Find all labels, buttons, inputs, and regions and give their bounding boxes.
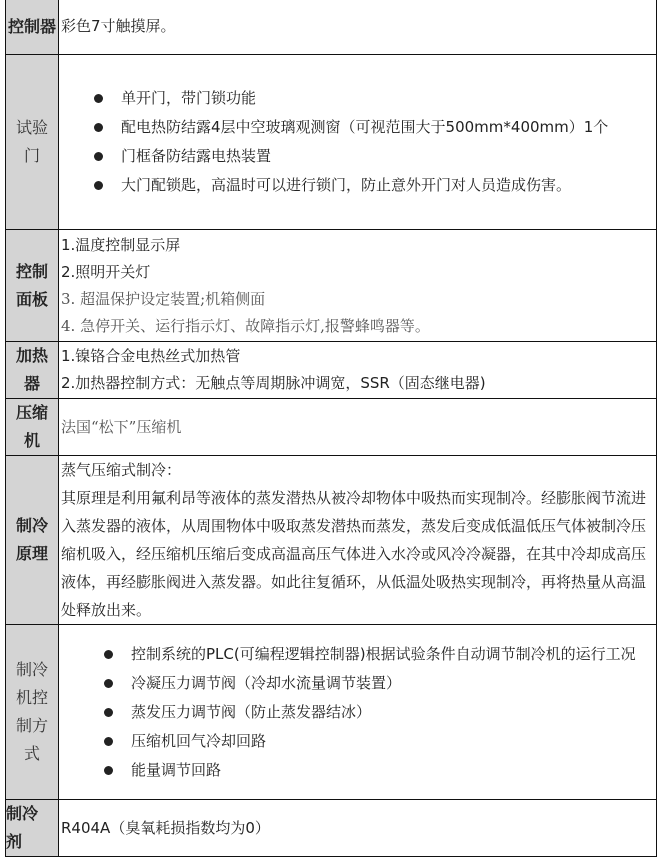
row-label xyxy=(6,55,59,230)
row-label xyxy=(6,399,59,456)
list-item: 蒸发压力调节阀（防止蒸发器结冰） xyxy=(61,698,656,727)
table-row xyxy=(6,230,657,342)
table-row xyxy=(6,399,657,456)
line: 2.照明开关灯 xyxy=(61,262,151,281)
row-value xyxy=(59,342,657,399)
row-label xyxy=(6,456,59,625)
row-label xyxy=(6,342,59,399)
row-label: 控制器 xyxy=(6,0,59,55)
row-value xyxy=(59,230,657,342)
row-value: R404A（臭氧耗损指数均为0） xyxy=(59,800,657,857)
row-value xyxy=(59,625,657,800)
line: 2.加热器控制方式：无触点等周期脉冲调宽，SSR（固态继电器) xyxy=(61,374,486,392)
row-value: 法国“松下”压缩机 xyxy=(59,399,657,456)
line: 1.镍铬合金电热丝式加热管 xyxy=(61,347,241,365)
list-item: 大门配锁匙，高温时可以进行锁门，防止意外开门对人员造成伤害。 xyxy=(61,171,656,200)
list-item: 控制系统的PLC(可编程逻辑控制器)根据试验条件自动调节制冷机的运行工况 xyxy=(61,640,656,669)
table-row xyxy=(6,625,657,800)
list-item: 配电热防结露4层中空玻璃观测窗（可视范围大于500mm*400mm）1个 xyxy=(61,113,656,142)
line: 其原理是利用氟利昂等液体的蒸发潜热从被冷却物体中吸热而实现制冷。经膨胀阀节流进入蒸发器的液体，从周围物体中吸取蒸发潜热而蒸发，蒸发后变成低温低压气体被制冷压缩机吸入，经压缩机压缩后变成高温高压气体进入水冷或风冷冷凝器，在其中冷却成高压液体，再经膨胀阀进入蒸发器。如此往复循环，从低温处吸热实现制冷，再将热量从高温处释放出来。 xyxy=(61,489,647,619)
row-label-text: 试验门 xyxy=(15,118,48,165)
list-item: 压缩机回气冷却回路 xyxy=(61,727,656,756)
row-value xyxy=(59,456,657,625)
spec-table xyxy=(5,0,657,857)
list-item: 门框备防结露电热装置 xyxy=(61,142,656,171)
row-label xyxy=(6,625,59,800)
list-item: 能量调节回路 xyxy=(61,756,656,785)
row-value: 彩色7寸触摸屏。 xyxy=(59,0,657,55)
row-label xyxy=(6,230,59,342)
row-label xyxy=(6,800,59,857)
row-label-text: 加热器 xyxy=(15,346,48,393)
row-value xyxy=(59,55,657,230)
bullet-list xyxy=(61,640,656,785)
table-row xyxy=(6,800,657,857)
list-item: 冷凝压力调节阀（冷却水流量调节装置） xyxy=(61,669,656,698)
line: 3. 超温保护设定装置;机箱侧面 xyxy=(61,289,266,308)
line: 1.温度控制显示屏 xyxy=(61,235,181,254)
bullet-list xyxy=(61,84,656,200)
list-item: 单开门，带门锁功能 xyxy=(61,84,656,113)
table-row xyxy=(6,456,657,625)
table-row xyxy=(6,55,657,230)
line: 4. 急停开关、运行指示灯、故障指示灯,报警蜂鸣器等。 xyxy=(61,316,430,335)
line: 蒸气压缩式制冷： xyxy=(61,461,182,479)
row-label-text: 制冷剂 xyxy=(6,804,39,851)
row-label-text: 控制面板 xyxy=(15,261,48,309)
row-label-text: 压缩机 xyxy=(15,403,48,450)
table-row xyxy=(6,0,657,55)
row-label-text: 制冷原理 xyxy=(15,516,48,563)
table-row xyxy=(6,342,657,399)
row-label-text: 制冷机控制方式 xyxy=(15,660,48,763)
